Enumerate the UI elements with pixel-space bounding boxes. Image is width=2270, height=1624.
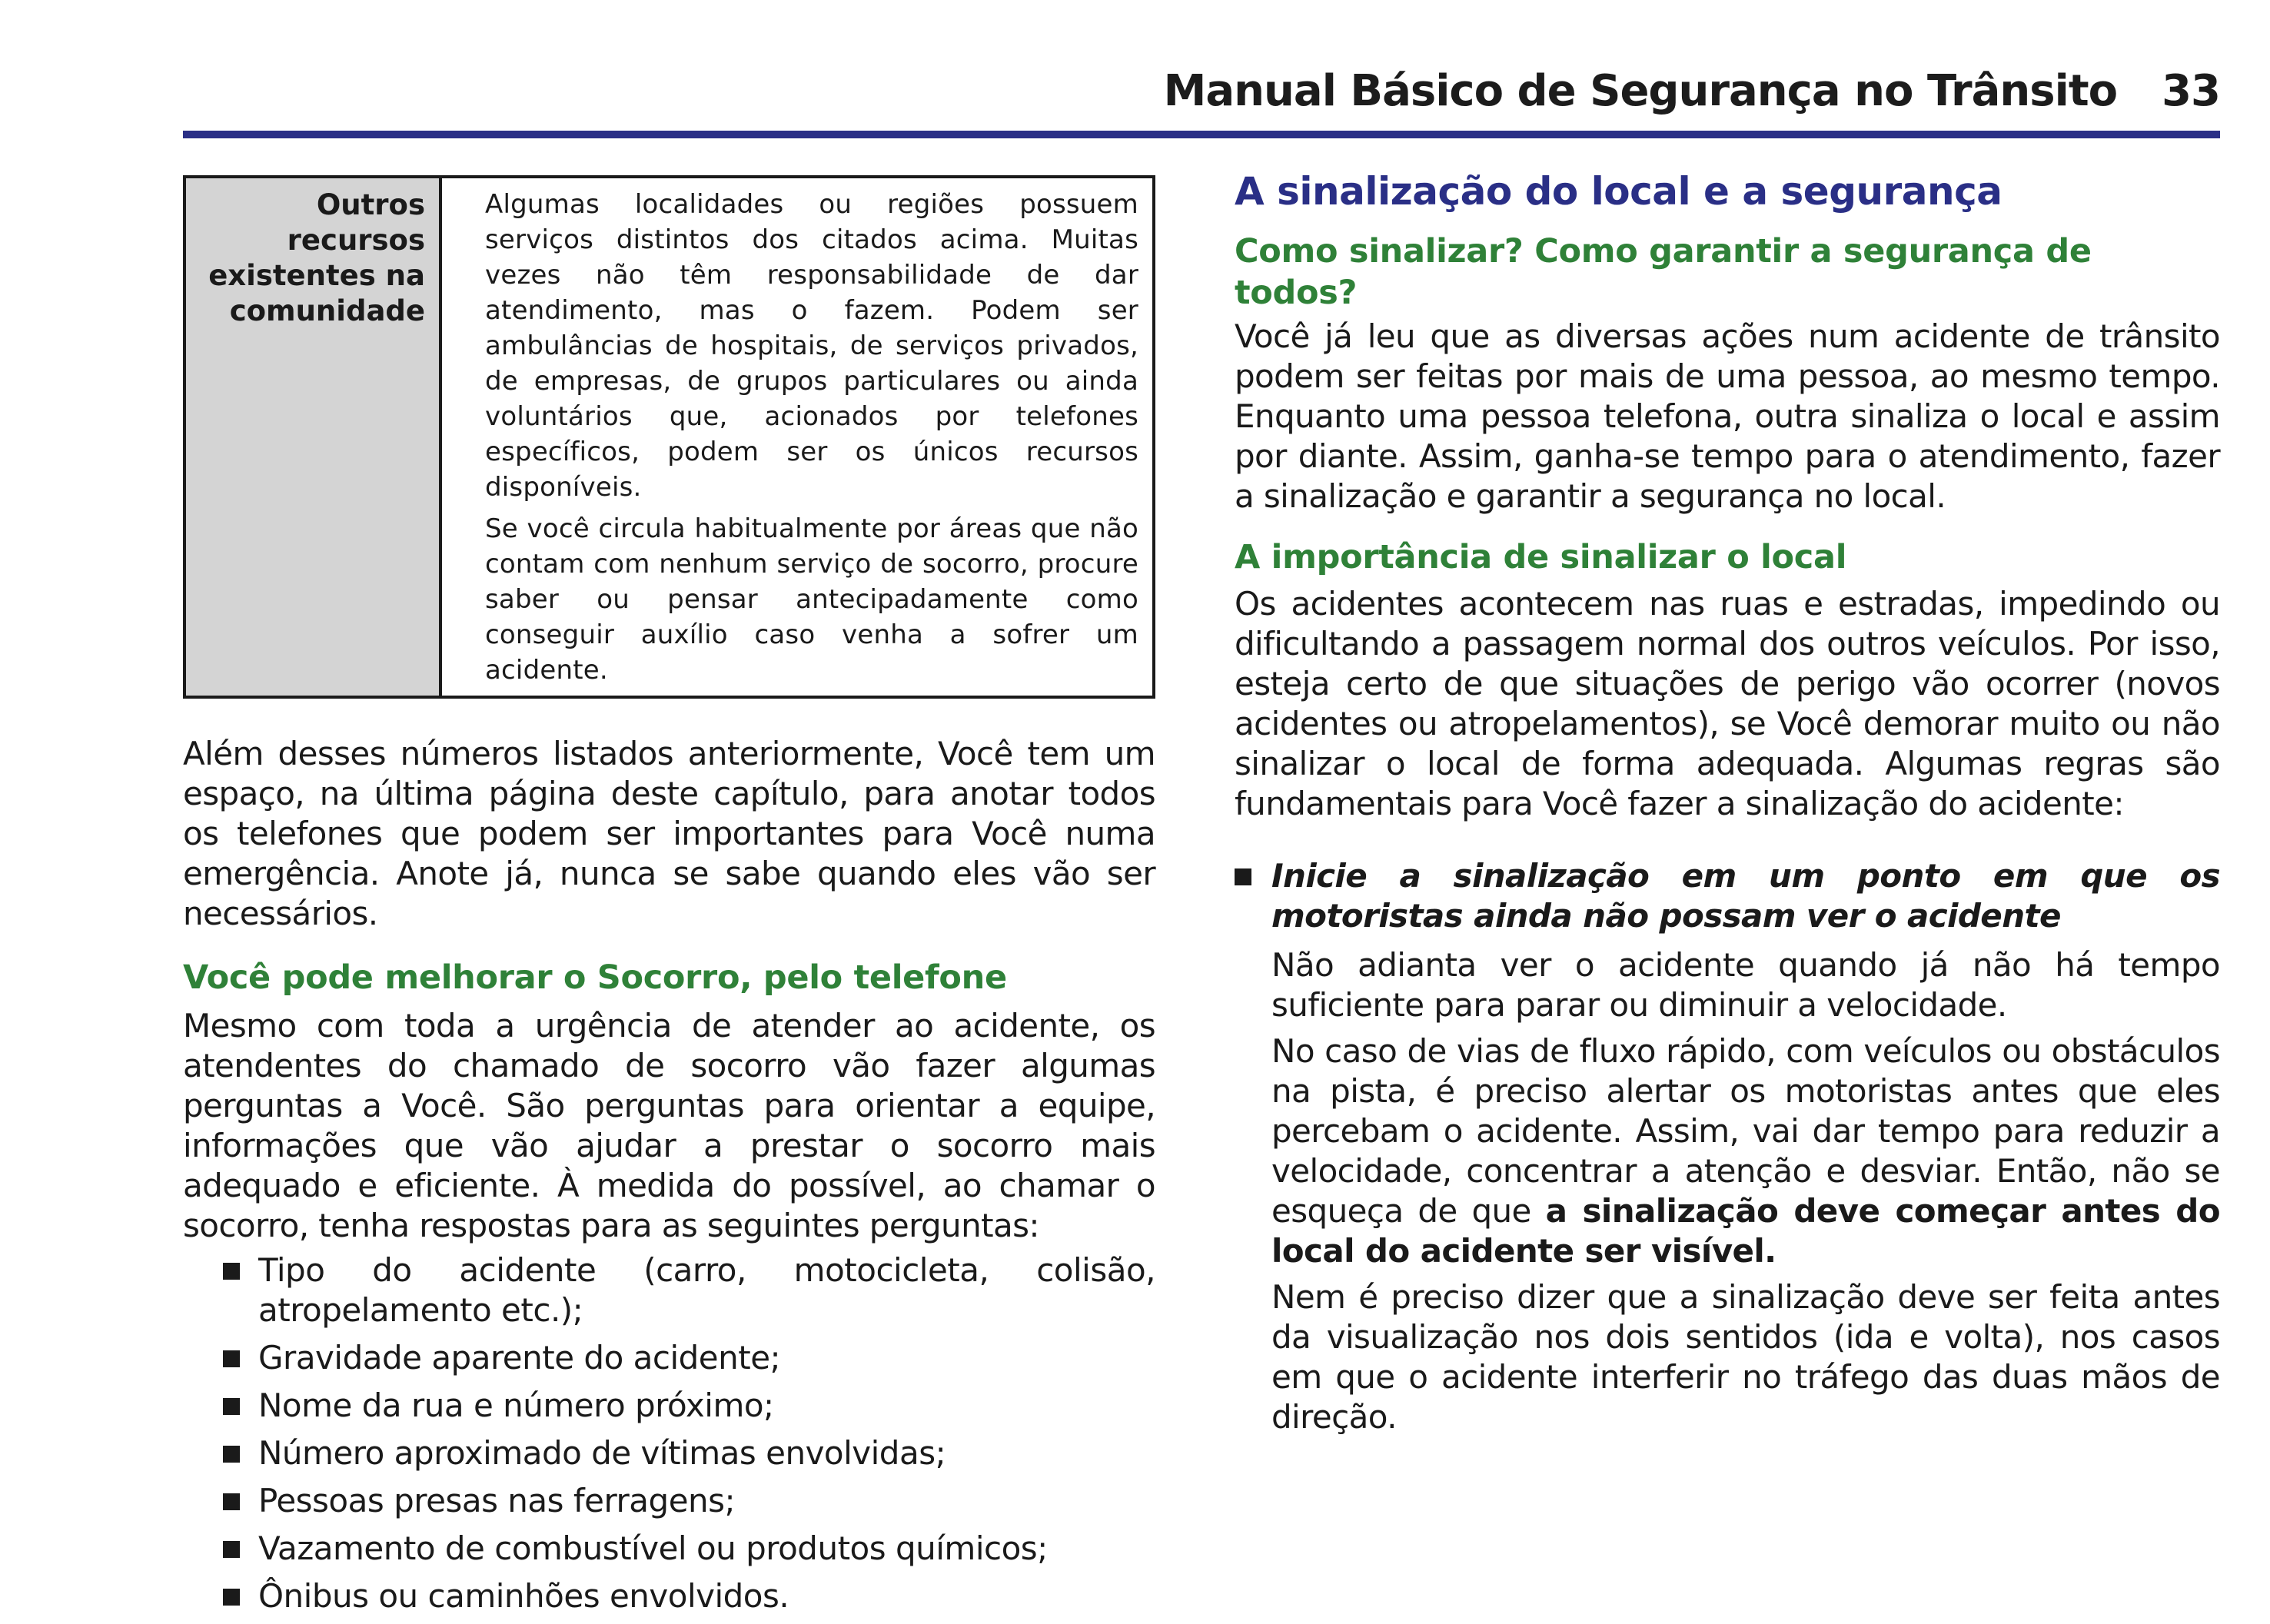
- list-item: Vazamento de combustível ou produtos químicos;: [183, 1529, 1155, 1569]
- book-title: Manual Básico de Segurança no Trânsito: [1163, 66, 2118, 116]
- box-paragraph: Algumas localidades ou regiões possuem serviços distintos dos citados acima. Muitas vezes não têm responsabilidade de dar atendimento, mas o fazem. Podem ser ambulâncias de hospitais, de serviços privados, de empresas, de grupos particulares ou ainda voluntários que, acionados por telefones específicos, podem ser os únicos recursos disponíveis.: [485, 189, 1138, 503]
- rule-paragraph: No caso de vias de fluxo rápido, com veículos ou obstáculos na pista, é preciso alertar os motoristas antes que eles percebam o acidente. Assim, vai dar tempo para reduzir a velocidade, concentrar a atenção e desviar. Então, não se esqueça de que a sinalização deve começar antes do local do acidente ser visível.: [1271, 1032, 2220, 1270]
- list-item: Gravidade aparente do acidente;: [183, 1338, 1155, 1378]
- header-rule: [183, 131, 2220, 138]
- square-bullet-icon: [1235, 868, 1251, 885]
- box-label: Outros recursos existentes na comunidade: [186, 178, 442, 696]
- main-heading-signaling: A sinalização do local e a segurança: [1235, 169, 2002, 214]
- right-column: [1235, 168, 2220, 1437]
- emphasis-text: a sinalização deve começar antes do local do acidente ser visível.: [1271, 1192, 2220, 1270]
- box-paragraph: Se você circula habitualmente por áreas que não contam com nenhum serviço de socorro, procure saber ou pensar antecipadamente como conseguir auxílio caso venha a sofrer um acidente.: [485, 513, 1138, 686]
- page-header: [183, 60, 2220, 140]
- left-column: [183, 175, 1155, 1624]
- list-item: Pessoas presas nas ferragens;: [183, 1481, 1155, 1521]
- questions-list: [183, 1250, 1155, 1616]
- list-item: Tipo do acidente (carro, motocicleta, colisão, atropelamento etc.);: [183, 1250, 1155, 1330]
- page-number: 33: [2162, 66, 2220, 116]
- square-bullet-icon: [223, 1398, 240, 1415]
- section-paragraph: Mesmo com toda a urgência de atender ao acidente, os atendentes do chamado de socorro vão fazer algumas perguntas a Você. São perguntas para orientar a equipe, informações que vão ajudar a prestar o socorro mais adequado e eficiente. À medida do possível, ao chamar o socorro, tenha respostas para as seguintes perguntas:: [183, 1007, 1155, 1244]
- square-bullet-icon: [223, 1589, 240, 1606]
- paragraph-signaling: Você já leu que as diversas ações num acidente de trânsito podem ser feitas por mais de uma pessoa, ao mesmo tempo. Enquanto uma pessoa telefona, outra sinaliza o local e assim por diante. Assim, ganha-se tempo para o atendimento, fazer a sinalização e garantir a segurança no local.: [1235, 317, 2220, 515]
- square-bullet-icon: [223, 1493, 240, 1510]
- rule-paragraph: Nem é preciso dizer que a sinalização deve ser feita antes da visualização nos dois sentidos (ida e volta), nos casos em que o acidente interferir no tráfego das duas mãos de direção.: [1271, 1278, 2220, 1436]
- rule-paragraph: Não adianta ver o acidente quando já não há tempo suficiente para parar ou diminuir a velocidade.: [1271, 946, 2220, 1024]
- intro-paragraph: Além desses números listados anteriormente, Você tem um espaço, na última página deste capítulo, para anotar todos os telefones que podem ser importantes para Você numa emergência. Anote já, nunca se sabe quando eles vão ser necessários.: [183, 735, 1155, 932]
- sub-heading-importance: A importância de sinalizar o local: [1235, 538, 1847, 576]
- running-header: [1164, 66, 2220, 116]
- rule-heading: Inicie a sinalização em um ponto em que os motoristas ainda não possam ver o acidente: [1235, 856, 2220, 936]
- square-bullet-icon: [223, 1541, 240, 1558]
- list-item: Ônibus ou caminhões envolvidos.: [183, 1576, 1155, 1616]
- square-bullet-icon: [223, 1446, 240, 1463]
- square-bullet-icon: [223, 1263, 240, 1280]
- square-bullet-icon: [223, 1350, 240, 1367]
- box-text: [442, 178, 1152, 696]
- list-item: Nome da rua e número próximo;: [183, 1386, 1155, 1426]
- list-item: Número aproximado de vítimas envolvidas;: [183, 1433, 1155, 1473]
- paragraph-importance: Os acidentes acontecem nas ruas e estradas, impedindo ou dificultando a passagem normal dos outros veículos. Por isso, esteja certo de que situações de perigo vão ocorrer (novos acidentes ou atropelamentos), se Você demorar muito ou não sinalizar o local de forma adequada. Algumas regras são fundamentais para Você fazer a sinalização do acidente:: [1235, 585, 2220, 822]
- section-heading-phone-help: Você pode melhorar o Socorro, pelo telefone: [183, 958, 1007, 997]
- community-resources-box: [183, 175, 1155, 699]
- sub-heading-how-to-signal: Como sinalizar? Como garantir a segurança de todos?: [1235, 232, 2092, 312]
